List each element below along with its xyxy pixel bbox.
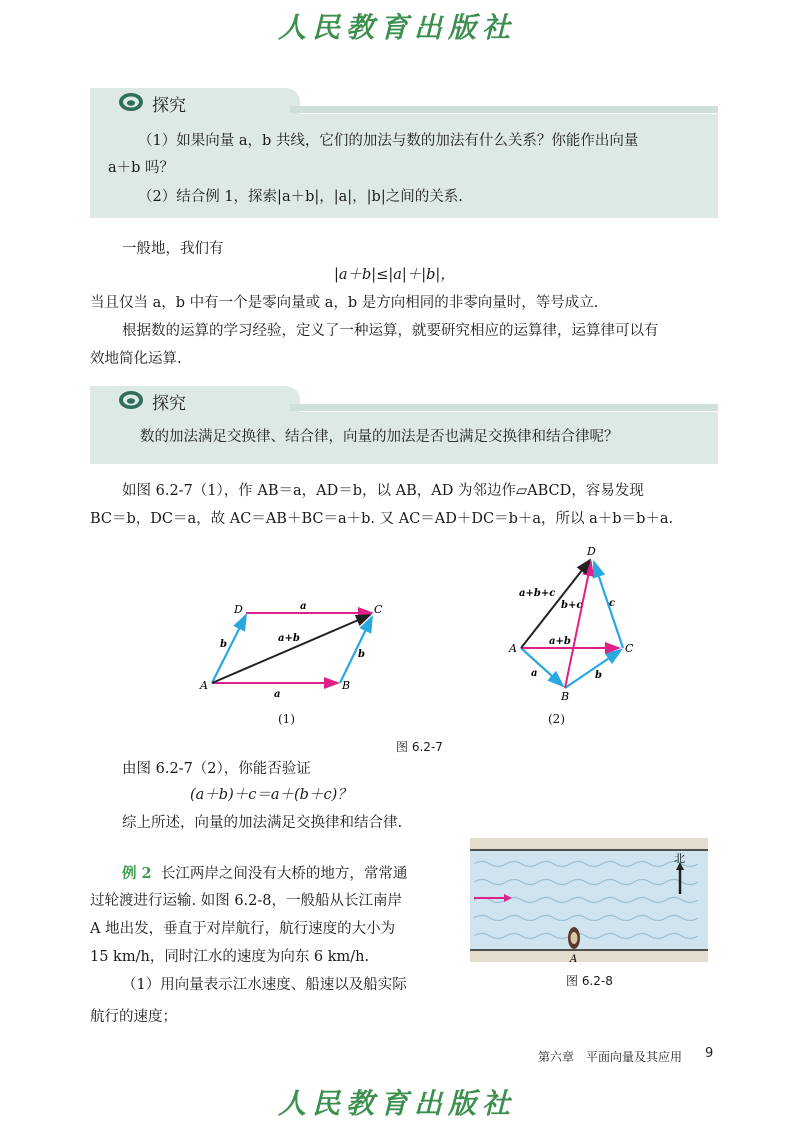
explore1-line2: a＋b 吗？ [108,160,175,176]
north-label: 北 [674,852,685,865]
publisher-header: 人民教育出版社 [277,11,516,44]
example2-line6: 航行的速度； [90,1009,177,1025]
figure-7-2-caption: (2) [548,712,565,726]
explore-title: 探究 [152,96,186,116]
label-A: A [200,679,208,692]
footer-chapter: 第六章 平面向量及其应用 [538,1050,683,1064]
explore-box-1 [90,96,718,218]
label-B: B [561,690,570,703]
figure-7-caption: 图 6.2-7 [396,740,443,754]
explore1-line1: （1）如果向量 a，b 共线，它们的加法与数的加法有什么关系？你能作出向量 [138,133,639,149]
label-b-left: b [220,639,227,650]
body2-line1: 如图 6.2-7（1），作 AB＝a，AD＝b，以 AB，AD 为邻边作▱ABCD，容易发现 [122,483,644,499]
vector-BD [565,562,591,688]
label-D: D [587,545,596,558]
explore-icon [118,390,144,410]
body3-formula: (a＋b)＋c＝a＋(b＋c)？ [190,787,352,803]
boat-icon [568,927,580,949]
label-bc: b+c [561,600,583,611]
explore-icon [118,92,144,112]
label-ab: a+b [278,633,300,644]
explore2-line1: 数的加法满足交换律、结合律，向量的加法是否也满足交换律和结合律呢？ [140,429,619,445]
label-A: A [509,642,517,655]
label-c: c [609,598,616,609]
example2-line5: （1）用向量表示江水速度、船速以及船实际 [122,977,407,993]
figure-7-2-sum-diagram [505,540,645,710]
label-b: b [595,670,602,681]
vector-AC [212,615,370,683]
example2-text1: 长江两岸之间没有大桥的地方，常常通 [160,866,408,882]
example2-line2: 过轮渡进行运输. 如图 6.2-8，一般船从长江南岸 [90,893,403,909]
explore-rule [290,404,718,411]
point-A-label: A [570,954,578,962]
label-a-top: a [300,601,307,612]
body1-line3: 根据数的运算的学习经验，定义了一种运算，就要研究相应的运算律，运算律可以有 [122,323,659,339]
north-bank [470,838,708,850]
body1-line1: 一般地，我们有 [122,241,224,257]
label-B: B [342,679,351,692]
figure-7-1-caption: (1) [278,712,295,726]
label-ab: a+b [549,636,571,647]
label-b-right: b [358,649,365,660]
label-D: D [234,603,243,616]
label-a-bottom: a [274,689,281,700]
figure-8-caption: 图 6.2-8 [566,974,613,988]
figure-8-river [470,838,708,962]
label-C: C [625,642,634,655]
body1-line2: 当且仅当 a，b 中有一个是零向量或 a，b 是方向相同的非零向量时，等号成立. [90,295,599,311]
publisher-footer: 人民教育出版社 [277,1087,516,1120]
example2-line1 [122,860,407,888]
body3-line2: 综上所述，向量的加法满足交换律和结合律. [122,815,403,831]
body1-line4: 效地简化运算. [90,351,182,367]
label-C: C [374,603,383,616]
example2-line4: 15 km/h，同时江水的速度为向东 6 km/h. [90,949,370,965]
vector-AB [521,648,563,686]
body3-line1: 由图 6.2-7（2），你能否验证 [122,761,311,777]
explore1-line3: （2）结合例 1，探索|a＋b|，|a|，|b|之间的关系. [138,189,463,205]
vector-AD [212,615,246,683]
figure-7-1-parallelogram [190,595,400,725]
label-abc: a+b+c [519,588,556,599]
body2-line2: BC＝b，DC＝a，故 AC＝AB＋BC＝a＋b. 又 AC＝AD＋DC＝b＋a，所以 a＋b＝b＋a. [90,511,674,527]
body1-formula: |a＋b|≤|a|＋|b|， [334,267,455,283]
explore-title: 探究 [152,394,186,414]
explore-box-2 [90,394,718,464]
explore-rule [290,106,718,113]
south-bank [470,950,708,962]
vector-BC [565,650,621,688]
example2-label: 例 2 [122,865,152,882]
example2-line3: A 地出发，垂直于对岸航行，航行速度的大小为 [90,921,396,937]
page-number: 9 [705,1046,714,1061]
label-a: a [531,668,538,679]
